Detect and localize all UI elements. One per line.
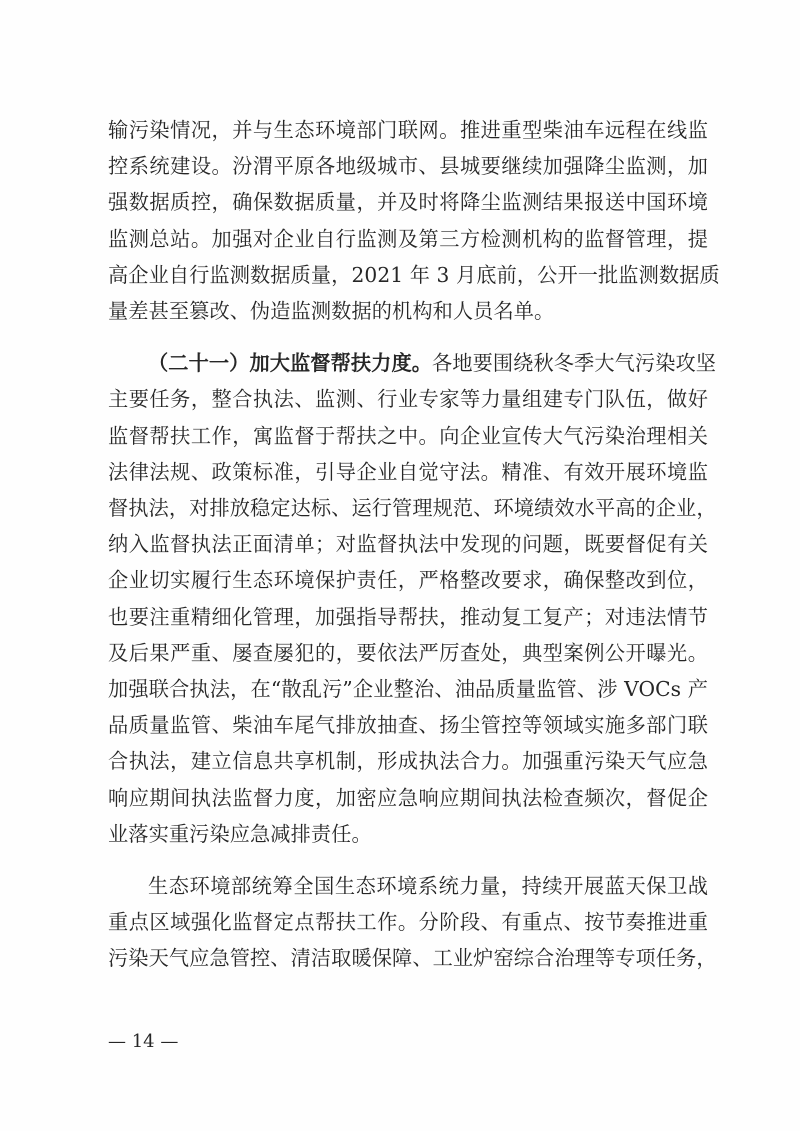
text-line-first [108, 345, 717, 381]
text-line: 及后果严重、屡查屡犯的，要依法严厉查处，典型案例公开曝光。 [108, 640, 708, 665]
text-line: 纳入监督执法正面清单；对监督执法中发现的问题，既要督促有关 [108, 532, 708, 557]
heading-line-rest: 各地要围绕秋冬季大气污染攻坚 [432, 351, 717, 376]
text-line: 主要任务，整合执法、监测、行业专家等力量组建专门队伍，做好 [108, 387, 708, 412]
text-line: 加强联合执法，在“散乱污”企业整治、油品质量监管、涉 VOCs 产 [108, 677, 708, 702]
text-line: 督执法，对排放稳定达标、运行管理规范、环境绩效水平高的企业， [108, 496, 717, 521]
text-line: 合执法，建立信息共享机制，形成执法合力。加强重污染天气应急 [108, 749, 708, 774]
text-line: 量差甚至篡改、伪造监测数据的机构和人员名单。 [108, 299, 555, 324]
paragraph-3 [108, 868, 717, 977]
text-line: 高企业自行监测数据质量，2021 年 3 月底前，公开一批监测数据质 [108, 262, 720, 287]
text-line: 品质量监管、柴油车尾气排放抽查、扬尘管控等领域实施多部门联 [108, 713, 708, 738]
text-line: 监测总站。加强对企业自行监测及第三方检测机构的监督管理，提 [108, 226, 708, 251]
text-line: 输污染情况，并与生态环境部门联网。推进重型柴油车远程在线监 [108, 118, 708, 142]
text-line: 响应期间执法监督力度，加密应急响应期间执法检查频次，督促企 [108, 785, 708, 810]
text-line: 也要注重精细化管理，加强指导帮扶，推动复工复产；对违法情节 [108, 604, 708, 629]
text-line: 业落实重污染应急减排责任。 [108, 821, 372, 846]
text-line: 控系统建设。汾渭平原各地级城市、县城要继续加强降尘监测，加 [108, 154, 708, 179]
document-body [108, 112, 720, 977]
paragraph-2 [108, 345, 717, 852]
text-line: 重点区域强化监督定点帮扶工作。分阶段、有重点、按节奏推进重 [108, 910, 708, 935]
text-line: 监督帮扶工作，寓监督于帮扶之中。向企业宣传大气污染治理相关 [108, 423, 708, 448]
section-heading: （二十一）加大监督帮扶力度。 [148, 351, 433, 376]
text-line: 强数据质控，确保数据质量，并及时将降尘监测结果报送中国环境 [108, 190, 708, 215]
text-line: 污染天气应急管控、清洁取暖保障、工业炉窑综合治理等专项任务， [108, 946, 717, 971]
paragraph-gap [108, 329, 708, 345]
page-number: — 14 — [108, 1031, 179, 1052]
paragraph-gap [108, 852, 708, 868]
text-line: 企业切实履行生态环境保护责任，严格整改要求，确保整改到位， [108, 568, 708, 593]
paragraph-1 [108, 112, 720, 329]
text-line: 法律法规、政策标准，引导企业自觉守法。精准、有效开展环境监 [108, 459, 708, 484]
text-line: 生态环境部统筹全国生态环境系统力量，持续开展蓝天保卫战 [148, 874, 708, 899]
